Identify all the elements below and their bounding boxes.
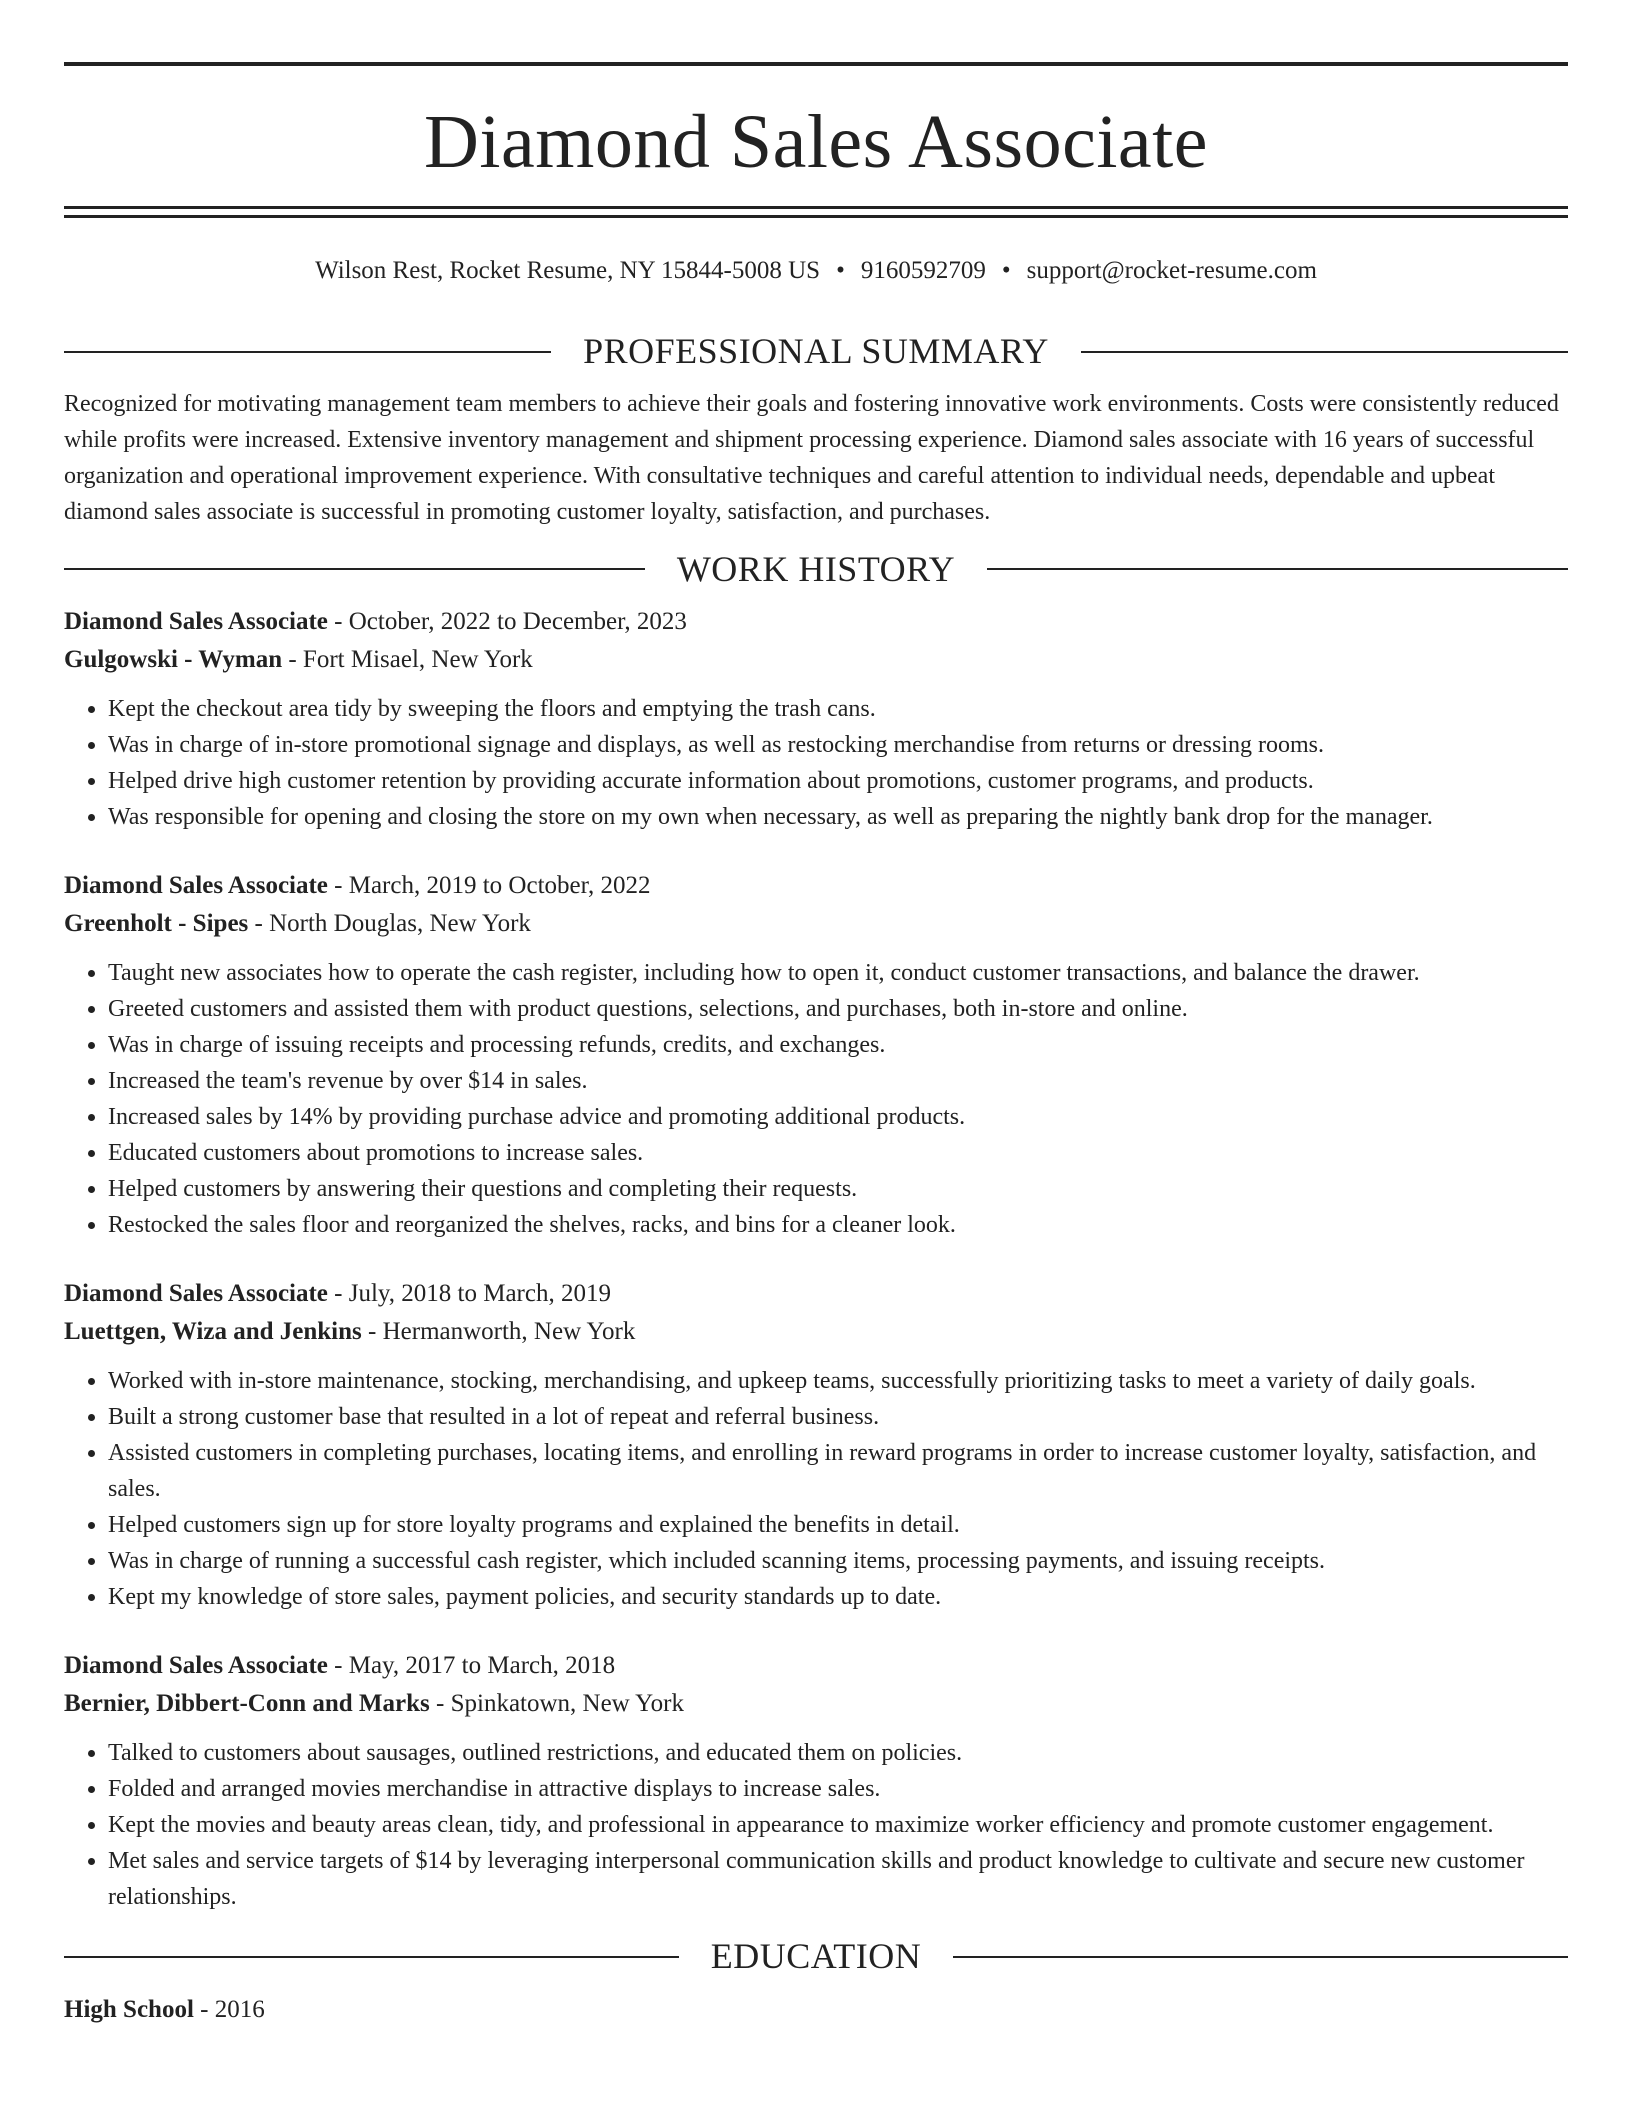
job-bullet: • Greeted customers and assisted them with product questions, selections, and purchases, both in-store and online. (108, 991, 1568, 1027)
job-title: Diamond Sales Associate (64, 1280, 328, 1308)
education-degree: High School (64, 1995, 194, 2023)
job-location: - Fort Misael, New York (282, 646, 533, 674)
job-company: Luettgen, Wiza and Jenkins (64, 1318, 362, 1346)
education-year: - 2016 (193, 1995, 265, 2023)
work-section-heading (64, 550, 1568, 590)
job-bullets (64, 955, 1568, 1243)
job-entry (64, 603, 1568, 835)
heading-rule (64, 351, 551, 353)
job-bullet: • Kept my knowledge of store sales, payment policies, and security standards up to date. (108, 1579, 1568, 1615)
job-company: Bernier, Dibbert-Conn and Marks (64, 1690, 430, 1718)
job-bullet: • Educated customers about promotions to increase sales. (108, 1135, 1568, 1171)
job-location: - Hermanworth, New York (361, 1318, 636, 1346)
job-entry (64, 1275, 1568, 1615)
contact-phone: 9160592709 (860, 257, 986, 284)
job-bullet: • Was responsible for opening and closing the store on my own when necessary, as well as preparing the nightly bank drop for the manager. (108, 799, 1568, 835)
heading-rule (64, 1956, 679, 1958)
job-bullet: • Folded and arranged movies merchandise in attractive displays to increase sales. (108, 1771, 1568, 1807)
job-bullet: • Helped customers by answering their questions and completing their requests. (108, 1171, 1568, 1207)
job-title-line (64, 603, 1568, 641)
job-location: - North Douglas, New York (248, 910, 531, 938)
job-entry (64, 1647, 1568, 1915)
work-title: WORK HISTORY (676, 548, 956, 589)
job-company-line (64, 1313, 1568, 1351)
job-company-line (64, 641, 1568, 679)
heading-rule (64, 568, 645, 570)
job-entry (64, 867, 1568, 1243)
job-title: Diamond Sales Associate (64, 608, 328, 636)
job-dates: - July, 2018 to March, 2019 (327, 1280, 611, 1308)
education-section-heading (64, 1937, 1568, 1977)
job-bullet: • Talked to customers about sausages, outlined restrictions, and educated them on policies. (108, 1735, 1568, 1771)
job-bullet: • Was in charge of in-store promotional signage and displays, as well as restocking merchandise from returns or dressing rooms. (108, 727, 1568, 763)
job-bullets (64, 1735, 1568, 1915)
job-dates: - May, 2017 to March, 2018 (327, 1652, 616, 1680)
heading-rule (953, 1956, 1568, 1958)
top-rule (64, 62, 1568, 66)
job-bullet: • Helped drive high customer retention by providing accurate information about promotions, customer programs, and products. (108, 763, 1568, 799)
job-location: - Spinkatown, New York (429, 1690, 684, 1718)
education-entry (64, 1991, 1568, 2029)
job-dates: - March, 2019 to October, 2022 (327, 872, 651, 900)
education-title: EDUCATION (710, 1936, 922, 1977)
contact-address: Wilson Rest, Rocket Resume, NY 15844-5008 US (315, 257, 821, 284)
job-bullet: • Was in charge of running a successful cash register, which included scanning items, processing payments, and issuing receipts. (108, 1543, 1568, 1579)
job-company-line (64, 905, 1568, 943)
job-bullet: • Built a strong customer base that resulted in a lot of repeat and referral business. (108, 1399, 1568, 1435)
job-bullet: • Increased the team's revenue by over $14 in sales. (108, 1063, 1568, 1099)
name-double-rule (64, 206, 1568, 218)
contact-line (64, 256, 1568, 286)
job-company: Gulgowski - Wyman (64, 646, 283, 674)
heading-rule (1081, 351, 1568, 353)
job-title-line (64, 1275, 1568, 1313)
job-title-line (64, 1647, 1568, 1685)
heading-rule (987, 568, 1568, 570)
job-bullet: • Was in charge of issuing receipts and processing refunds, credits, and exchanges. (108, 1027, 1568, 1063)
job-title: Diamond Sales Associate (64, 872, 328, 900)
contact-separator: • (1001, 257, 1011, 284)
resume-name: Diamond Sales Associate (423, 100, 1209, 184)
job-company-line (64, 1685, 1568, 1723)
job-bullet: • Kept the checkout area tidy by sweeping the floors and emptying the trash cans. (108, 691, 1568, 727)
summary-text: Recognized for motivating management team members to achieve their goals and fostering innovative work environments. Costs were consistently reduced while profits were increased. Extensive inventory management and shipment processing experience. Diamond sales associate with 16 years of successful organization and operational improvement experience. With consultative techniques and careful attention to individual needs, dependable and upbeat diamond sales associate is successful in promoting customer loyalty, satisfaction, and purchases. (64, 390, 1559, 525)
job-bullet: • Worked with in-store maintenance, stocking, merchandising, and upkeep teams, successfully prioritizing tasks to meet a variety of daily goals. (108, 1363, 1568, 1399)
job-bullet: • Increased sales by 14% by providing purchase advice and promoting additional products. (108, 1099, 1568, 1135)
work-history-list (64, 603, 1568, 1915)
summary-section-heading (64, 332, 1568, 372)
contact-email: support@rocket-resume.com (1026, 257, 1317, 284)
resume-page (64, 0, 1568, 2029)
job-bullet: • Assisted customers in completing purchases, locating items, and enrolling in reward programs in order to increase customer loyalty, satisfaction, and sales. (108, 1435, 1568, 1507)
job-bullets (64, 691, 1568, 835)
job-bullet: • Met sales and service targets of $14 by leveraging interpersonal communication skills and product knowledge to cultivate and secure new customer relationships. (108, 1843, 1568, 1915)
job-bullet: • Kept the movies and beauty areas clean, tidy, and professional in appearance to maximize worker efficiency and promote customer engagement. (108, 1807, 1568, 1843)
job-title: Diamond Sales Associate (64, 1652, 328, 1680)
job-company: Greenholt - Sipes (64, 910, 249, 938)
job-bullet: • Taught new associates how to operate the cash register, including how to open it, conduct customer transactions, and balance the drawer. (108, 955, 1568, 991)
summary-title: PROFESSIONAL SUMMARY (583, 331, 1049, 371)
job-bullet: • Restocked the sales floor and reorganized the shelves, racks, and bins for a cleaner look. (108, 1207, 1568, 1243)
contact-separator: • (836, 257, 845, 284)
job-bullets (64, 1363, 1568, 1615)
job-dates: - October, 2022 to December, 2023 (327, 608, 687, 636)
job-title-line (64, 867, 1568, 905)
job-bullet: • Helped customers sign up for store loyalty programs and explained the benefits in detail. (108, 1507, 1568, 1543)
